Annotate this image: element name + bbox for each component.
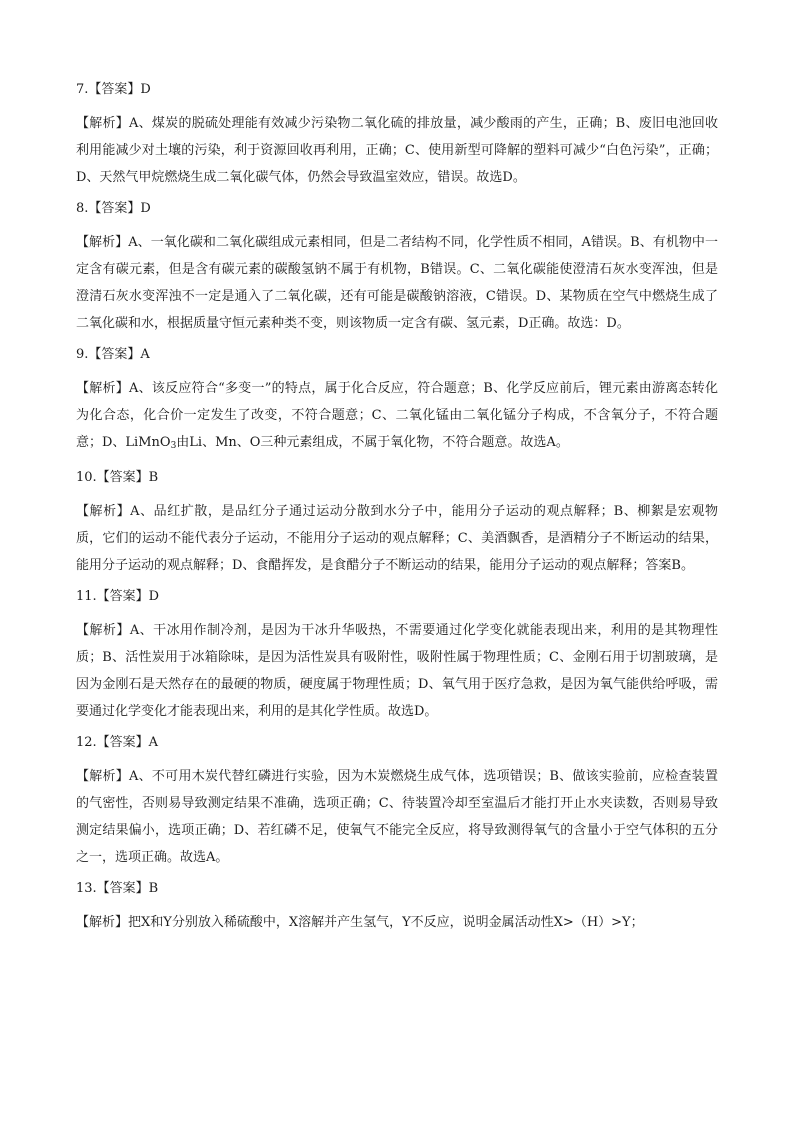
analysis-paragraph: 【解析】A、品红扩散，是品红分子通过运动分散到水分子中，能用分子运动的观点解释；B、柳絮是宏观物质，它们的运动不能代表分子运动，不能用分子运动的观点解释；C、美酒飘香，是酒精分子不断运动的结果，能用分子运动的观点解释；D、食醋挥发，是食醋分子不断运动的结果，能用分子运动的观点解释；答案B。 xyxy=(76,504,718,573)
analysis-paragraph: 【解析】A、煤炭的脱硫处理能有效减少污染物二氧化硫的排放量，减少酸雨的产生，正确；B、废旧电池回收利用能减少对土壤的污染，利于资源回收再利用，正确；C、使用新型可降解的塑料可减少“白色污染”，正确；D、天然气甲烷燃烧生成二氧化碳气体，仍然会导致温室效应，错误。故选D。 xyxy=(76,116,718,185)
question-11 xyxy=(76,587,718,725)
answer-line: 10.【答案】B xyxy=(76,470,159,485)
answer-line: 8.【答案】D xyxy=(76,201,151,216)
analysis-text-part: 【解析】A、该反应符合“多变一”的特点，属于化合反应，符合题意；B、化学反应前后，锂元素由游离态转化为化合态，化合价一定发生了改变，不符合题意；C、二氧化锰由二氧化锰分子构成，不含氧分子，不符合题意；D、LiMnO xyxy=(76,381,718,450)
answer-line: 11.【答案】D xyxy=(76,589,160,604)
formula-subscript: 3 xyxy=(170,441,177,451)
question-9 xyxy=(76,345,718,460)
analysis-text-part: 由Li、Mn、O三种元素组成，不属于氧化物，不符合题意。故选A。 xyxy=(176,435,569,450)
analysis-paragraph: 【解析】把X和Y分别放入稀硫酸中，X溶解并产生氢气，Y不反应，说明金属活动性X>（H）>Y； xyxy=(76,915,644,930)
question-13 xyxy=(76,879,718,936)
answer-line: 7.【答案】D xyxy=(76,82,151,97)
answer-line: 13.【答案】B xyxy=(76,881,159,896)
answer-line: 9.【答案】A xyxy=(76,347,150,362)
question-12 xyxy=(76,733,718,871)
analysis-paragraph xyxy=(76,375,718,460)
analysis-paragraph: 【解析】A、不可用木炭代替红磷进行实验，因为木炭燃烧生成气体，选项错误；B、做该实验前，应检查装置的气密性，否则易导致测定结果不准确，选项正确；C、待装置冷却至室温后才能打开止水夹读数，否则易导致测定结果偏小，选项正确；D、若红磷不足，使氧气不能完全反应，将导致测得氧气的含量小于空气体积的五分之一，选项正确。故选A。 xyxy=(76,769,718,865)
question-7 xyxy=(76,80,718,191)
question-10 xyxy=(76,468,718,579)
analysis-paragraph: 【解析】A、干冰用作制冷剂，是因为干冰升华吸热，不需要通过化学变化就能表现出来，利用的是其物理性质；B、活性炭用于冰箱除味，是因为活性炭具有吸附性，吸附性属于物理性质；C、金刚石用于切割玻璃，是因为金刚石是天然存在的最硬的物质，硬度属于物理性质；D、氧气用于医疗急救，是因为氧气能供给呼吸，需要通过化学变化才能表现出来，利用的是其化学性质。故选D。 xyxy=(76,623,718,719)
analysis-paragraph: 【解析】A、一氧化碳和二氧化碳组成元素相同，但是二者结构不同，化学性质不相同，A错误。B、有机物中一定含有碳元素，但是含有碳元素的碳酸氢钠不属于有机物，B错误。C、二氧化碳能使澄清石灰水变浑浊，但是澄清石灰水变浑浊不一定是通入了二氧化碳，还有可能是碳酸钠溶液，C错误。D、某物质在空气中燃烧生成了二氧化碳和水，根据质量守恒元素种类不变，则该物质一定含有碳、氢元素，D正确。故选：D。 xyxy=(76,235,718,331)
answer-line: 12.【答案】A xyxy=(76,735,159,750)
question-8 xyxy=(76,199,718,337)
